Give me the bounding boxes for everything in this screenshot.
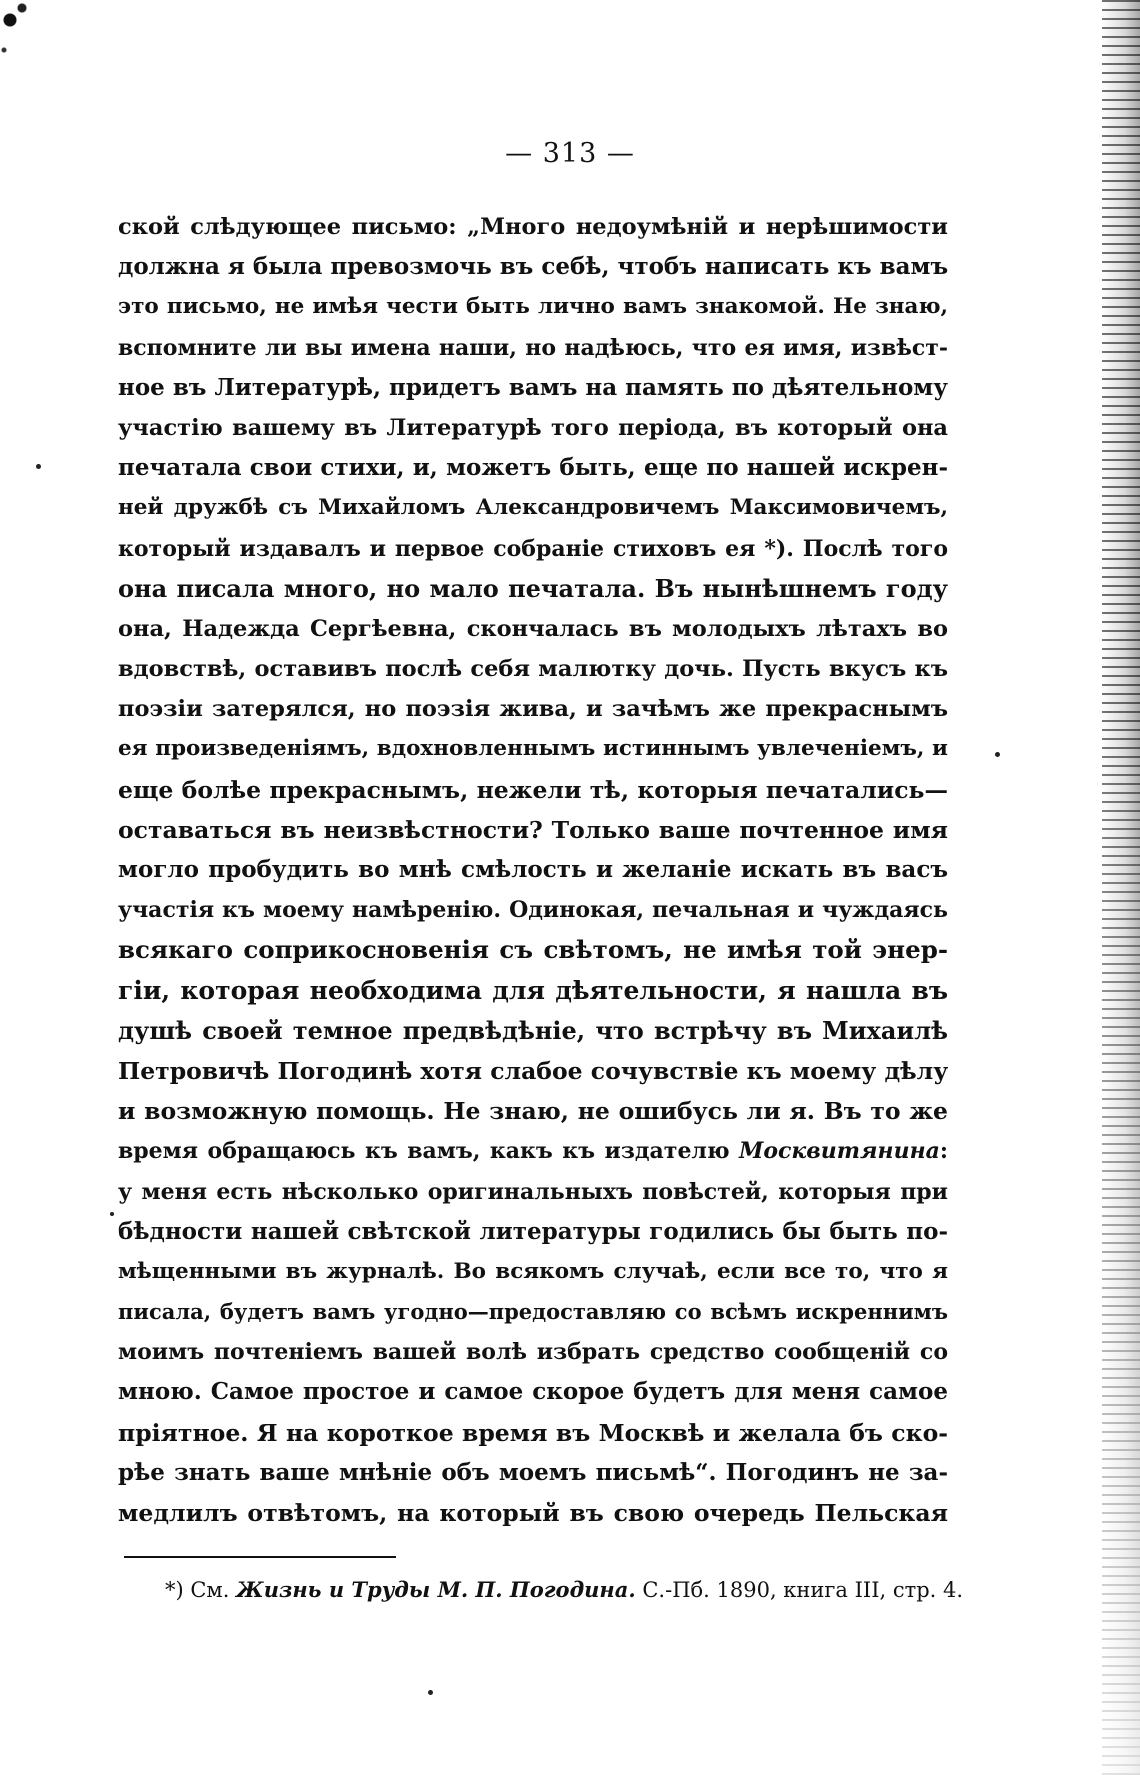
scan-speck bbox=[995, 752, 1000, 757]
text-line-content: вспомните ли вы имена наши, но надѣюсь, что ея имя, извѣст- bbox=[118, 334, 948, 361]
text-line bbox=[118, 1011, 948, 1051]
text-line-content: ней дружбѣ съ Михайломъ Александровичемъ Максимовичемъ, bbox=[118, 495, 948, 521]
scan-speck bbox=[110, 1212, 114, 1216]
scan-edge-left bbox=[0, 0, 40, 70]
scan-speck bbox=[36, 464, 41, 469]
text-line bbox=[118, 328, 948, 368]
text-line bbox=[118, 890, 948, 930]
text-line bbox=[118, 770, 948, 810]
text-line-content: оставаться въ неизвѣстности? Только ваше почтенное имя bbox=[118, 815, 948, 844]
text-line-content: пріятное. Я на короткое время въ Москвѣ и желала бъ ско- bbox=[118, 1418, 948, 1447]
text-line bbox=[118, 850, 948, 890]
footnote-rest: С.-Пб. 1890, книга III, стр. 4. bbox=[642, 1578, 964, 1602]
text-line-content: могло пробудить во мнѣ смѣлость и желаніе искать въ васъ bbox=[118, 856, 948, 883]
text-line bbox=[118, 649, 948, 689]
text-line-content: время обращаюсь къ вамъ, какъ къ издателю Москвитянина: bbox=[118, 1138, 948, 1165]
text-line bbox=[118, 1252, 948, 1292]
text-line-content: всякаго соприкосновенія съ свѣтомъ, не имѣя той энер- bbox=[118, 935, 948, 965]
text-line-content: мною. Самое простое и самое скорое будетъ для меня самое bbox=[118, 1378, 948, 1406]
text-line-content: моимъ почтеніемъ вашей волѣ избрать средство сообщеній со bbox=[118, 1339, 948, 1366]
text-line-content: еще болѣе прекраснымъ, нежели тѣ, которыя печатались— bbox=[118, 775, 948, 804]
text-line bbox=[118, 1372, 948, 1412]
text-line-content: мѣщенными въ журналѣ. Во всякомъ случаѣ, если все то, что я bbox=[118, 1258, 948, 1284]
text-line bbox=[118, 569, 948, 609]
text-line-content: участія къ моему намѣренію. Одинокая, печальная и чуждаясь bbox=[118, 897, 948, 924]
text-line bbox=[118, 689, 948, 729]
scan-speck bbox=[428, 1690, 433, 1695]
journal-title: Москвитянина bbox=[739, 1138, 940, 1165]
text-line bbox=[118, 448, 948, 488]
text-line-content: который издавалъ и первое собраніе стиховъ ея *). Послѣ того bbox=[118, 535, 948, 562]
text-line-content: рѣе знать ваше мнѣніе объ моемъ письмѣ“. Погодинъ не за- bbox=[118, 1458, 948, 1486]
text-line bbox=[118, 1292, 948, 1332]
text-line bbox=[118, 1493, 948, 1533]
footnote-title: Жизнь и Труды М. П. Погодина. bbox=[236, 1577, 636, 1602]
text-line-content: поэзіи затерялся, но поэзія жива, и зачѣмъ же прекраснымъ bbox=[118, 696, 948, 723]
text-line bbox=[118, 368, 948, 408]
text-line-content: должна я была превозмочь въ себѣ, чтобъ написать къ вамъ bbox=[118, 253, 948, 281]
text-line bbox=[118, 1131, 948, 1171]
text-line-content: гіи, которая необходима для дѣятельности, я нашла въ bbox=[118, 975, 948, 1005]
text-line-content: ея произведеніямъ, вдохновленнымъ истиннымъ увлеченіемъ, и bbox=[118, 736, 948, 762]
text-line bbox=[118, 1413, 948, 1453]
text-line bbox=[118, 488, 948, 528]
scan-edge-right bbox=[1102, 0, 1140, 1775]
text-line-content: душѣ своей темное предвѣдѣніе, что встрѣчу въ Михаилѣ bbox=[118, 1015, 948, 1045]
text-line-content: и возможную помощь. Не знаю, не ошибусь ли я. Въ то же bbox=[118, 1097, 948, 1126]
text-line bbox=[118, 1172, 948, 1212]
text-line bbox=[118, 408, 948, 448]
text-line bbox=[118, 247, 948, 287]
text-line-content: Петровичѣ Погодинѣ хотя слабое сочувствіе къ моему дѣлу bbox=[118, 1056, 948, 1085]
text-line-content: медлилъ отвѣтомъ, на который въ свою очередь Пельская bbox=[118, 1499, 948, 1527]
text-line bbox=[118, 1091, 948, 1131]
page-number: — 313 — bbox=[505, 138, 635, 169]
text-line-content: участію вашему въ Литературѣ того періода, въ который она bbox=[118, 414, 948, 441]
text-line-content: бѣдности нашей свѣтской литературы годились бы быть по- bbox=[118, 1217, 948, 1245]
text-line-content: она писала много, но мало печатала. Въ нынѣшнемъ году bbox=[118, 573, 948, 603]
text-line bbox=[118, 609, 948, 649]
text-line-content: это письмо, не имѣя чести быть лично вамъ знакомой. Не знаю, bbox=[118, 294, 948, 320]
text-line bbox=[118, 729, 948, 769]
text-line-content: ской слѣдующее письмо: „Много недоумѣній и нерѣшимости bbox=[118, 214, 948, 240]
text-line bbox=[118, 1453, 948, 1493]
text-line bbox=[118, 1332, 948, 1372]
footnote-marker: *) См. bbox=[165, 1578, 230, 1602]
text-line bbox=[118, 287, 948, 327]
text-line bbox=[118, 207, 948, 247]
text-line-content: она, Надежда Сергѣевна, скончалась въ молодыхъ лѣтахъ во bbox=[118, 615, 948, 642]
text-line-content: печатала свои стихи, и, можетъ быть, еще по нашей искрен- bbox=[118, 454, 948, 482]
text-line bbox=[118, 529, 948, 569]
text-line-content: писала, будетъ вамъ угодно—предоставляю со всѣмъ искреннимъ bbox=[118, 1299, 948, 1325]
text-line bbox=[118, 1051, 948, 1091]
footnote-rule bbox=[124, 1556, 396, 1558]
footnote bbox=[165, 1572, 964, 1608]
text-line bbox=[118, 971, 948, 1011]
text-line bbox=[118, 810, 948, 850]
text-line-content: у меня есть нѣсколько оригинальныхъ повѣстей, которыя при bbox=[118, 1178, 948, 1205]
text-line bbox=[118, 930, 948, 970]
text-line bbox=[118, 1212, 948, 1252]
text-line-content: вдовствѣ, оставивъ послѣ себя малютку дочь. Пусть вкусъ къ bbox=[118, 656, 948, 683]
text-line-content: ное въ Литературѣ, придетъ вамъ на память по дѣятельному bbox=[118, 373, 948, 401]
body-text bbox=[118, 207, 948, 1533]
